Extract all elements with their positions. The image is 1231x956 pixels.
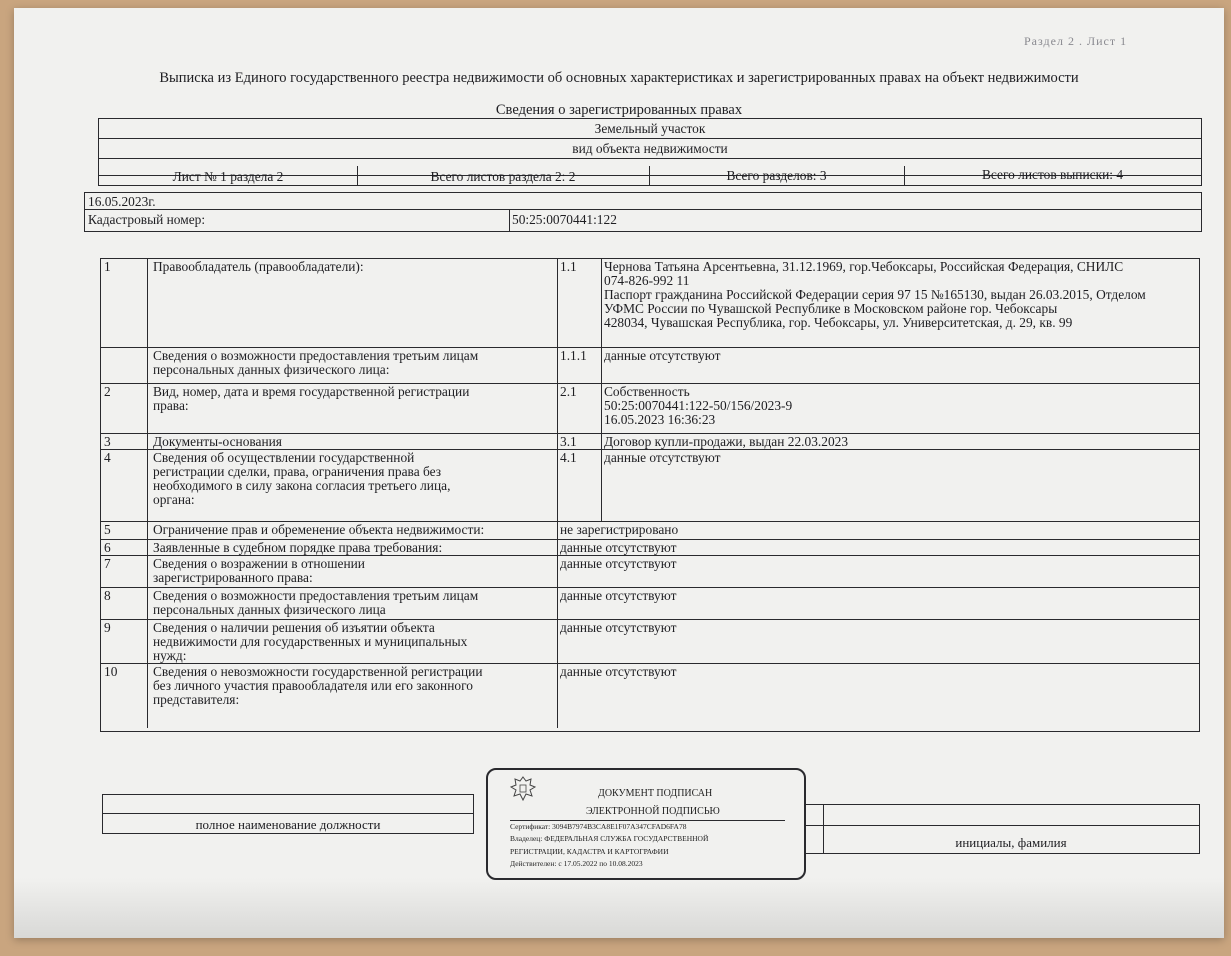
document-title: Выписка из Единого государственного реестра недвижимости об основных характеристиках и зарегистрированных правах на объект недвижимости — [159, 70, 1079, 86]
stamp-line-2: ЭЛЕКТРОННОЙ ПОДПИСЬЮ — [586, 806, 720, 817]
row-value-line: 50:25:0070441:122-50/156/2023-9 — [604, 398, 793, 413]
name-caption: инициалы, фамилия — [955, 835, 1067, 850]
row-value-line: данные отсутствуют — [560, 588, 677, 603]
row-label — [147, 620, 557, 664]
extract-date: 16.05.2023г. — [88, 194, 156, 209]
row-value-line: данные отсутствуют — [560, 664, 677, 679]
rights-row — [101, 587, 1199, 619]
corner-note: Раздел 2 . Лист 1 — [1024, 34, 1128, 48]
row-label-line: Сведения о возможности предоставления третьим лицам — [153, 348, 479, 363]
rights-row — [101, 383, 1199, 433]
row-label — [147, 556, 557, 586]
row-label: Правообладатель (правообладатели): — [153, 259, 364, 274]
row-label-line: Сведения об осуществлении государственной — [153, 450, 415, 465]
rights-table — [100, 258, 1200, 732]
row-label-line: необходимого в силу закона согласия третьего лица, — [153, 478, 451, 493]
row-value-line: Чернова Татьяна Арсентьевна, 31.12.1969, гор.Чебоксары, Российская Федерация, СНИЛС — [604, 259, 1124, 274]
row-subnumber: 1.1 — [560, 259, 577, 274]
row-label-line: Сведения о возможности предоставления третьим лицам — [153, 588, 479, 603]
row-number: 6 — [104, 540, 111, 555]
row-value — [557, 588, 1199, 604]
row-label-line: персональных данных физического лица: — [153, 362, 390, 377]
sheet-info-row — [98, 168, 1202, 186]
row-value-line: Паспорт гражданина Российской Федерации серия 97 15 №165130, выдан 26.03.2015, Отделом — [604, 287, 1146, 302]
rights-row — [101, 663, 1199, 727]
rights-row — [101, 433, 1199, 449]
row-value-line: не зарегистрировано — [560, 522, 679, 537]
row-label — [147, 540, 557, 556]
row-number — [101, 348, 147, 350]
row-subnumber: 3.1 — [560, 434, 577, 449]
cadastral-block — [84, 192, 1202, 232]
row-value — [601, 434, 1199, 450]
rights-row — [101, 521, 1199, 539]
row-value — [557, 540, 1199, 556]
stamp-owner-1: Владелец: ФЕДЕРАЛЬНАЯ СЛУЖБА ГОСУДАРСТВЕННОЙ — [510, 834, 709, 843]
total-sheets-extract: Всего листов выписки: 4 — [981, 167, 1124, 182]
row-value-line: УФМС России по Чувашской Республике в Московском районе гор. Чебоксары — [604, 301, 1058, 316]
row-label — [147, 522, 557, 538]
row-value-line: данные отсутствуют — [604, 450, 721, 465]
row-value-line: 16.05.2023 16:36:23 — [604, 412, 716, 427]
row-number: 5 — [104, 522, 111, 537]
row-label-line: органа: — [153, 492, 195, 507]
row-value — [557, 664, 1199, 680]
object-type-caption: вид объекта недвижимости — [572, 141, 728, 156]
row-label — [147, 588, 557, 618]
row-label-line: персональных данных физического лица — [153, 602, 386, 617]
row-value-line: Договор купли-продажи, выдан 22.03.2023 — [604, 434, 849, 449]
row-value — [557, 522, 1199, 538]
rights-row — [101, 347, 1199, 383]
row-label-line: Вид, номер, дата и время государственной регистрации — [153, 384, 470, 399]
row-subnumber: 4.1 — [560, 450, 577, 465]
row-label-line: недвижимости для государственных и муниципальных — [153, 634, 468, 649]
rights-row — [101, 259, 1199, 347]
stamp-certificate: Сертификат: 3094B7974B3CA8E1F07A347CFAD6FA78 — [510, 822, 687, 831]
rights-row — [101, 555, 1199, 587]
stamp-owner-2: РЕГИСТРАЦИИ, КАДАСТРА И КАРТОГРАФИИ — [510, 847, 669, 856]
row-number: 7 — [104, 556, 111, 571]
name-field — [804, 804, 1200, 854]
row-number: 1 — [104, 259, 111, 274]
document-subtitle: Сведения о зарегистрированных правах — [495, 102, 743, 118]
row-number: 9 — [104, 620, 111, 635]
e-signature-stamp — [486, 768, 806, 880]
row-label-line: представителя: — [153, 692, 240, 707]
row-subnumber: 2.1 — [560, 384, 577, 399]
sheet-number: Лист № 1 раздела 2 — [172, 169, 284, 184]
row-label-line: нужд: — [153, 648, 187, 663]
row-label-line: Документы-основания — [153, 434, 282, 449]
row-label-line: Ограничение прав и обременение объекта недвижимости: — [153, 522, 485, 537]
row-value — [601, 450, 1199, 466]
rights-row — [101, 539, 1199, 555]
object-type: Земельный участок — [594, 121, 706, 136]
rights-row — [101, 619, 1199, 663]
row-value-line: данные отсутствуют — [560, 620, 677, 635]
cadastral-label: Кадастровый номер: — [88, 212, 206, 227]
row-label — [147, 434, 557, 450]
row-label-line: Сведения о невозможности государственной регистрации — [153, 664, 483, 679]
row-label-line: Сведения о возражении в отношении — [153, 556, 365, 571]
row-label — [147, 664, 557, 708]
row-number: 3 — [104, 434, 111, 449]
row-value — [601, 384, 1199, 428]
row-subnumber: 1.1.1 — [560, 348, 587, 363]
cadastral-number: 50:25:0070441:122 — [512, 212, 617, 227]
row-label — [147, 348, 557, 378]
document-page — [14, 8, 1224, 938]
row-value-line: 074-826-992 11 — [604, 273, 690, 288]
total-sheets-section: Всего листов раздела 2: 2 — [430, 169, 576, 184]
row-number: 4 — [104, 450, 111, 465]
position-field — [102, 794, 474, 834]
stamp-valid: Действителен: с 17.05.2022 по 10.08.2023 — [510, 859, 643, 868]
row-label-line: Сведения о наличии решения об изъятии объекта — [153, 620, 435, 635]
row-value-line: данные отсутствуют — [560, 540, 677, 555]
row-value-line: данные отсутствуют — [604, 348, 721, 363]
position-caption: полное наименование должности — [195, 817, 381, 832]
row-label — [147, 384, 557, 414]
row-value — [601, 259, 1199, 331]
row-label-line: Заявленные в судебном порядке права требования: — [153, 540, 443, 555]
row-label — [147, 450, 557, 508]
row-label-line: зарегистрированного права: — [153, 570, 313, 585]
row-value-line: данные отсутствуют — [560, 556, 677, 571]
total-sections: Всего разделов: 3 — [726, 168, 827, 183]
row-value-line: 428034, Чувашская Республика, гор. Чебоксары, ул. Университетская, д. 29, кв. 99 — [604, 315, 1073, 330]
row-label-line: регистрации сделки, права, ограничения права без — [153, 464, 442, 479]
coat-of-arms-icon — [508, 774, 538, 804]
row-value-line: Собственность — [604, 384, 690, 399]
row-label-line: права: — [153, 398, 189, 413]
rights-row — [101, 449, 1199, 521]
row-value — [601, 348, 1199, 364]
row-value — [557, 556, 1199, 572]
stamp-line-1: ДОКУМЕНТ ПОДПИСАН — [598, 788, 713, 799]
row-number: 8 — [104, 588, 111, 603]
row-value — [557, 620, 1199, 636]
row-label-line: без личного участия правообладателя или его законного — [153, 678, 473, 693]
row-number: 10 — [104, 664, 118, 679]
row-number: 2 — [104, 384, 111, 399]
